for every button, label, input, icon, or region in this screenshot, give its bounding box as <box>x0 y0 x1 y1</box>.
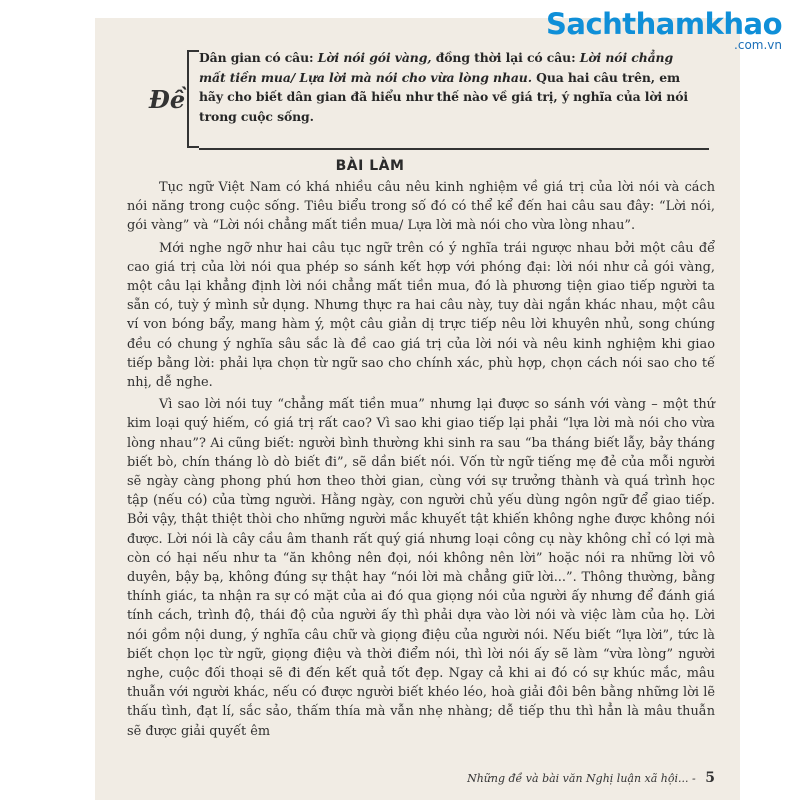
page-number: 5 <box>705 770 715 786</box>
prompt-question: Qua hai câu trên, em hãy cho biết dân gian đã hiểu như thế nào về giá trị, ý nghĩa của lời nói trong cuộc sống. <box>199 69 689 124</box>
prompt-part: đồng thời lại có câu: <box>431 50 580 65</box>
page-footer <box>425 770 715 786</box>
book-page <box>95 18 740 800</box>
footer-title: Những đề và bài văn Nghị luận xã hội... <box>467 772 689 785</box>
section-heading: BÀI LÀM <box>335 158 405 174</box>
watermark-domain: .com.vn <box>734 38 782 52</box>
prompt-bracket <box>187 50 199 148</box>
prompt-quote-2: Lời nói chẳng mất tiền mua/ Lựa lời mà nói cho vừa lòng nhau. <box>199 50 674 85</box>
prompt-quote-1: Lời nói gói vàng, <box>317 50 432 65</box>
prompt-part: Dân gian có câu: <box>199 50 318 65</box>
paragraph: Mới nghe ngỡ như hai câu tục ngữ trên có ý nghĩa trái ngược nhau bởi một câu để cao giá trị của lời nói qua phép so sánh kết hợp với phóng đại: lời nói như cả gói vàng, một câu lại khẳng định lời nói chẳng mất tiền mua, đó là phương tiện giao tiếp người ta sẵn có, tuỳ ý mình sử dụng. Nhưng thực ra hai câu này, tuy dài ngắn khác nhau, một câu ví von bóng bẩy, mang hàm ý, một câu giản dị trực tiếp nêu lời khuyên nhủ, song chúng đều có chung ý nghĩa sâu sắc là đề cao giá trị của lời nói và nêu kinh nghiệm khi giao tiếp bằng lời: phải lựa chọn từ ngữ sao cho chính xác, phù hợp, chọn cách nói sao cho tế nhị, dễ nghe. <box>127 240 715 391</box>
watermark-brand: Sachthamkhao <box>545 7 782 41</box>
paragraph: Vì sao lời nói tuy “chẳng mất tiền mua” nhưng lại được so sánh với vàng – một thứ kim loại quý hiếm, có giá trị rất cao? Vì sao khi giao tiếp lại phải “lựa lời mà nói cho vừa lòng nhau”? Ai cũng biết: người bình thường khi sinh ra sau “ba tháng biết lẫy, bảy tháng biết bò, chín tháng lò dò biết đi”, sẽ dần biết nói. Vốn từ ngữ tiếng mẹ đẻ của mỗi người sẽ ngày càng phong phú hơn theo thời gian, cùng với sự trưởng thành và quá trình học tập (nếu có) của từng người. Hằng ngày, con người chủ yếu dùng ngôn ngữ để giao tiếp. Bởi vậy, thật thiệt thòi cho những người mắc khuyết tật khiến không nghe được không nói được. Lời nói là cây cầu âm thanh rất quý giá nhưng loại công cụ này không chỉ có lợi mà còn có hại nếu như ta “ăn không nên đọi, nói không nên lời” hoặc nói ra những lời vô duyên, bậy bạ, không đúng sự thật hay “nói lời mà chẳng giữ lời...”. Thông thường, bằng thính giác, ta nhận ra sự có mặt của ai đó qua giọng nói của người ấy nhưng để đánh giá tính cách, trình độ, thái độ của người ấy thì phải dựa vào lời nói và việc làm của họ. Lời nói gồm nội dung, ý nghĩa câu chữ và giọng điệu của người nói. Nếu biết “lựa lời”, tức là biết chọn lọc từ ngữ, giọng điệu và thời điểm nói, thì lời nói ấy sẽ làm “vừa lòng” người nghe, cuộc đối thoại sẽ đi đến kết quả tốt đẹp. Ngay cả khi ai đó có sự khúc mắc, mâu thuẫn với người khác, nếu có được người biết khéo léo, hoà giải đôi bên bằng những lời lẽ thấu tình, đạt lí, sắc sảo, thấm thía mà vẫn nhẹ nhàng; dễ tiếp thu thì hẳn là mâu thuẫn sẽ được giải quyết êm <box>127 397 715 739</box>
essay-body <box>127 178 715 744</box>
footer-separator: - <box>692 772 696 785</box>
essay-prompt <box>145 48 710 150</box>
prompt-underline <box>199 148 709 150</box>
prompt-label: Đề <box>148 84 186 114</box>
prompt-text <box>199 48 699 126</box>
paragraph: Tục ngữ Việt Nam có khá nhiều câu nêu kinh nghiệm về giá trị của lời nói và cách nói năng trong cuộc sống. Tiêu biểu trong số đó có thể kể đến hai câu sau đây: “Lời nói, gói vàng” và “Lời nói chẳng mất tiền mua/ Lựa lời mà nói cho vừa lòng nhau”. <box>127 180 715 234</box>
watermark-logo <box>546 8 782 51</box>
